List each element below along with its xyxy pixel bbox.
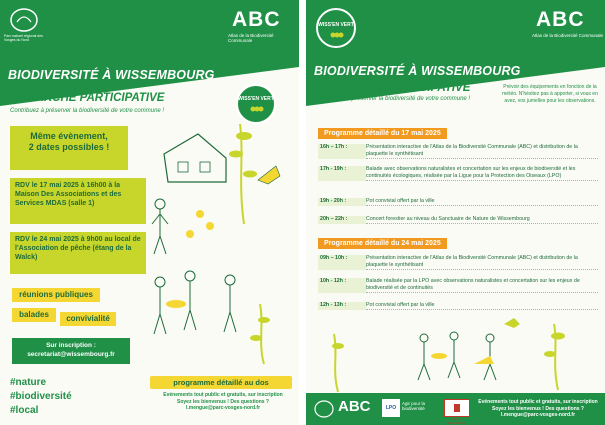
leaf-icon: [330, 30, 344, 40]
abc-logo: ABC: [536, 8, 585, 31]
pnr-logo: [314, 400, 334, 418]
program-row: [318, 216, 598, 224]
page-title: BIODIVERSITÉ À WISSEMBOURG: [8, 68, 215, 82]
tagline: Contribuez à préserver la biodiversité de votre commune !: [10, 108, 165, 114]
hashtag-biodiversite: #biodiversité: [10, 391, 72, 402]
wissen-vert-label: WISS'EN VERT: [238, 96, 274, 102]
program-row: [318, 198, 598, 206]
wissen-vert-label: WISS'EN VERT: [318, 22, 354, 28]
row-desc: Pot convivial offert par la ville: [366, 302, 598, 310]
footer-info: Evénements tout public et gratuits, sur inscription Soyez les bienvenus ! Des questions ? l.mengue@parc-vosges-nord.fr: [478, 399, 598, 418]
page-title: BIODIVERSITÉ À WISSEMBOURG: [314, 64, 521, 78]
pnr-logo: [10, 8, 38, 32]
footer-info: Evénements tout public et gratuits, sur inscription Soyez les bienvenus ! Des questions ? l.mengue@parc-vosges-nord.fr: [163, 392, 283, 411]
tag-convivialite: convivialité: [60, 312, 116, 326]
row-desc: Balade réalisée par la LPO avec observations naturalistes et concertation sur les enjeux de biodiversité et de continuités: [366, 278, 598, 293]
hashtag-local: #local: [10, 405, 39, 416]
row-time: 10h - 12h :: [318, 278, 366, 293]
row-time: 12h - 13h :: [318, 302, 366, 310]
abc-logo: ABC: [232, 8, 281, 31]
flyer-back: [306, 0, 605, 425]
lpo-text: Agir pour la biodiversité: [402, 401, 426, 411]
hashtag-nature: #nature: [10, 377, 47, 388]
wissembourg-label: Ville de Wissembourg: [447, 417, 467, 425]
inscription-box: Sur inscription : secretariat@wissembourg.fr: [12, 338, 130, 364]
flyer-front: [0, 0, 299, 425]
wissen-vert-logo: [316, 8, 356, 48]
row-desc: Présentation interactive de l'Atlas de la Biodiversité Communale (ABC) et distribution de la plaquette le synthétisant: [366, 255, 598, 270]
equipment-note: Prévoir des équipements en fonction de la météo. N'hésitez pas à apporter, si vous en avez, vos jumelles pour les observations.: [502, 84, 598, 104]
tag-balades: balades: [12, 308, 56, 322]
illustration-house-people: [140, 114, 296, 372]
program-row: [318, 302, 598, 310]
coat-of-arms-icon: [445, 403, 469, 413]
wissembourg-logo: [444, 399, 470, 425]
page-subtitle: DEMARCHE PARTICIPATIVE: [316, 82, 471, 94]
illustration-walkers: [314, 314, 604, 394]
rdv-24-mai: RDV le 24 mai 2025 à 9h00 au local de l'Association de pêche (étang de la Walck): [10, 232, 146, 274]
page-gap: [299, 0, 306, 425]
program-24-mai-header: Programme détaillé du 24 mai 2025: [318, 238, 447, 249]
abc-subtitle: Atlas de la Biodiversité Communale: [228, 33, 274, 43]
row-time: 17h - 19h :: [318, 166, 366, 181]
program-row: [318, 166, 598, 181]
lpo-logo: [382, 399, 400, 417]
program-row: [318, 144, 598, 159]
row-time: 09h – 10h :: [318, 255, 366, 270]
pnr-label: Parc naturel régional des Vosges du Nord: [4, 34, 43, 42]
program-row: [318, 255, 598, 270]
row-time: 20h – 22h :: [318, 216, 366, 224]
footer-abc-logo: ABC: [338, 398, 371, 415]
row-desc: Pot convivial offert par la ville: [366, 198, 598, 206]
row-desc: Balade avec observations naturalistes et concertation sur les enjeux de biodiversité et les continuités écologiques, réalisée par la Ligue pour la Protection des Oiseaux (LPO): [366, 166, 598, 181]
row-time: 19h - 20h :: [318, 198, 366, 206]
tag-reunions: réunions publiques: [12, 288, 100, 302]
row-time: 16h – 17h :: [318, 144, 366, 159]
program-17-mai-header: Programme détaillé du 17 mai 2025: [318, 128, 447, 139]
tagline: Contribuez à préserver la biodiversité de votre commune !: [316, 96, 471, 102]
row-desc: Concert forestier au niveau du Sanctuaire de Nature de Wissembourg: [366, 216, 598, 224]
page-subtitle: DEMARCHE PARTICIPATIVE: [10, 92, 165, 104]
prog-button: programme détaillé au dos: [150, 376, 292, 389]
lpo-label: LPO: [385, 405, 397, 411]
row-desc: Présentation interactive de l'Atlas de la Biodiversité Communale (ABC) et distribution de la plaquette le synthétisant: [366, 144, 598, 159]
leaf-icon: [250, 104, 264, 114]
program-row: [318, 278, 598, 293]
same-event-box: Même évènement, 2 dates possibles !: [10, 126, 128, 170]
rdv-17-mai: RDV le 17 mai 2025 à 16h00 à la Maison Des Associations et des Services MDAS (salle 1): [10, 178, 146, 224]
abc-subtitle: Atlas de la Biodiversité Communale: [532, 33, 604, 38]
